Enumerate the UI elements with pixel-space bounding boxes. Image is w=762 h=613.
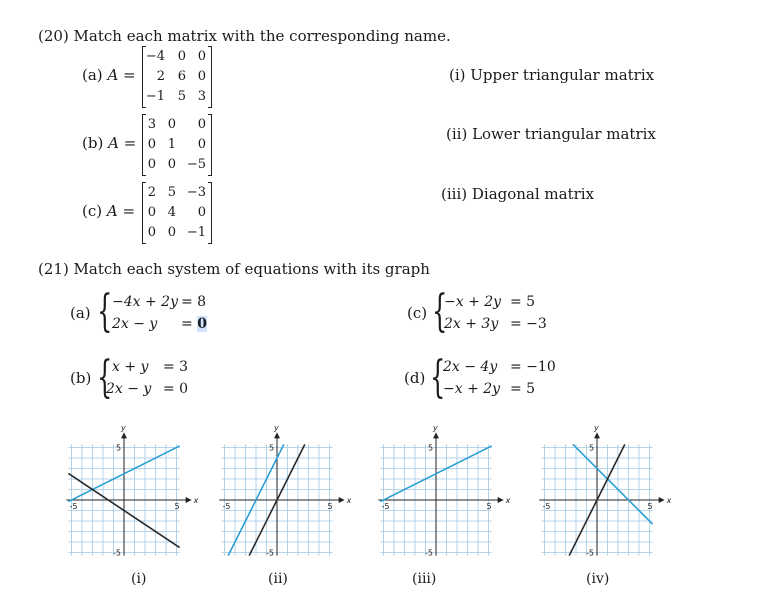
system-c-eq1-rhs: = 5: [510, 294, 536, 310]
equation-line: [573, 444, 653, 524]
y-tick-5: 5: [428, 443, 434, 453]
x-tick-5: 5: [486, 502, 492, 511]
x-axis-arrow: [186, 497, 192, 503]
graph-i-caption: (i): [131, 571, 147, 587]
x-tick-minus-5: -5: [69, 502, 78, 511]
x-axis-arrow: [498, 497, 504, 503]
system-d-eq1-lhs: 2x − 4y: [443, 359, 498, 375]
highlighted-zero: 0: [197, 316, 207, 332]
x-axis-label: x: [346, 496, 352, 505]
system-d-eq2-lhs: −x + 2y: [443, 381, 501, 397]
system-d-eq1-rhs: = −10: [510, 359, 556, 375]
system-c-brace: {: [432, 286, 448, 337]
system-c-label: (c): [407, 304, 428, 322]
x-tick-5: 5: [174, 502, 180, 511]
y-tick-minus-5: -5: [425, 548, 433, 558]
graph-iii: [374, 423, 514, 568]
system-a-eq2-rhs: = 0: [181, 316, 207, 332]
x-tick-minus-5: -5: [381, 502, 390, 511]
graph-iii-caption: (iii): [412, 571, 437, 587]
graph-iv-caption: (iv): [586, 571, 610, 587]
matrix-name-lower: (ii) Lower triangular matrix: [446, 125, 656, 143]
y-axis-arrow: [274, 432, 280, 438]
system-d-label: (d): [404, 369, 426, 387]
system-c-eq1-lhs: −x + 2y: [444, 294, 502, 310]
x-tick-5: 5: [647, 502, 653, 511]
system-b-eq1-rhs: = 3: [163, 359, 189, 375]
matrix-c: 2 5 −3 0 4 0 0 0 −1: [142, 183, 212, 243]
system-d-brace: {: [430, 352, 446, 403]
y-tick-minus-5: -5: [113, 548, 121, 558]
x-axis-arrow: [339, 497, 345, 503]
matrix-a: −4 0 0 2 6 0 −1 5 3: [142, 47, 212, 107]
y-tick-5: 5: [269, 443, 275, 453]
y-tick-5: 5: [116, 443, 122, 453]
graph-i: [62, 423, 202, 568]
x-tick-minus-5: -5: [542, 502, 551, 511]
system-b-label: (b): [70, 369, 92, 387]
x-axis-arrow: [659, 497, 665, 503]
matrix-b: 3 0 0 0 1 0 0 0 −5: [142, 115, 212, 175]
x-axis-label: x: [193, 496, 199, 505]
system-b-eq2-rhs: = 0: [163, 381, 189, 397]
system-c-eq2-lhs: 2x + 3y: [444, 316, 499, 332]
y-axis-label: y: [274, 423, 279, 433]
q20-item-a-label: (a) A =: [82, 66, 136, 84]
system-b-eq2-lhs: 2x − y: [106, 381, 152, 397]
system-a-brace: {: [97, 286, 113, 337]
y-axis-arrow: [594, 432, 600, 438]
matrix-name-diagonal: (iii) Diagonal matrix: [441, 185, 595, 203]
q20-title: (20) Match each matrix with the corresponding name.: [38, 27, 451, 45]
q20-item-c-label: (c) A =: [82, 202, 136, 220]
y-tick-minus-5: -5: [586, 548, 594, 558]
y-tick-minus-5: -5: [266, 548, 274, 558]
y-axis-label: y: [121, 423, 126, 433]
system-d-eq2-rhs: = 5: [510, 381, 536, 397]
x-axis-label: x: [666, 496, 672, 505]
x-axis-label: x: [505, 496, 511, 505]
x-tick-5: 5: [327, 502, 333, 511]
y-tick-5: 5: [589, 443, 595, 453]
y-axis-label: y: [594, 423, 599, 433]
y-axis-arrow: [433, 432, 439, 438]
system-a-label: (a): [70, 304, 91, 322]
y-axis-arrow: [121, 432, 127, 438]
system-b-brace: {: [97, 352, 113, 403]
system-b-eq1-lhs: x + y: [112, 359, 149, 375]
system-a-eq1-rhs: = 8: [181, 294, 207, 310]
q21-title: (21) Match each system of equations with its graph: [38, 260, 430, 278]
q20-item-b-label: (b) A =: [82, 134, 137, 152]
matrix-name-upper: (i) Upper triangular matrix: [449, 66, 655, 84]
y-axis-label: y: [433, 423, 438, 433]
system-c-eq2-rhs: = −3: [510, 316, 547, 332]
graph-ii: [215, 423, 355, 568]
graph-ii-caption: (ii): [268, 571, 288, 587]
x-tick-minus-5: -5: [222, 502, 231, 511]
graph-iv: [535, 423, 675, 568]
system-a-eq1-lhs: −4x + 2y: [112, 294, 178, 310]
system-a-eq2-lhs: 2x − y: [112, 316, 158, 332]
